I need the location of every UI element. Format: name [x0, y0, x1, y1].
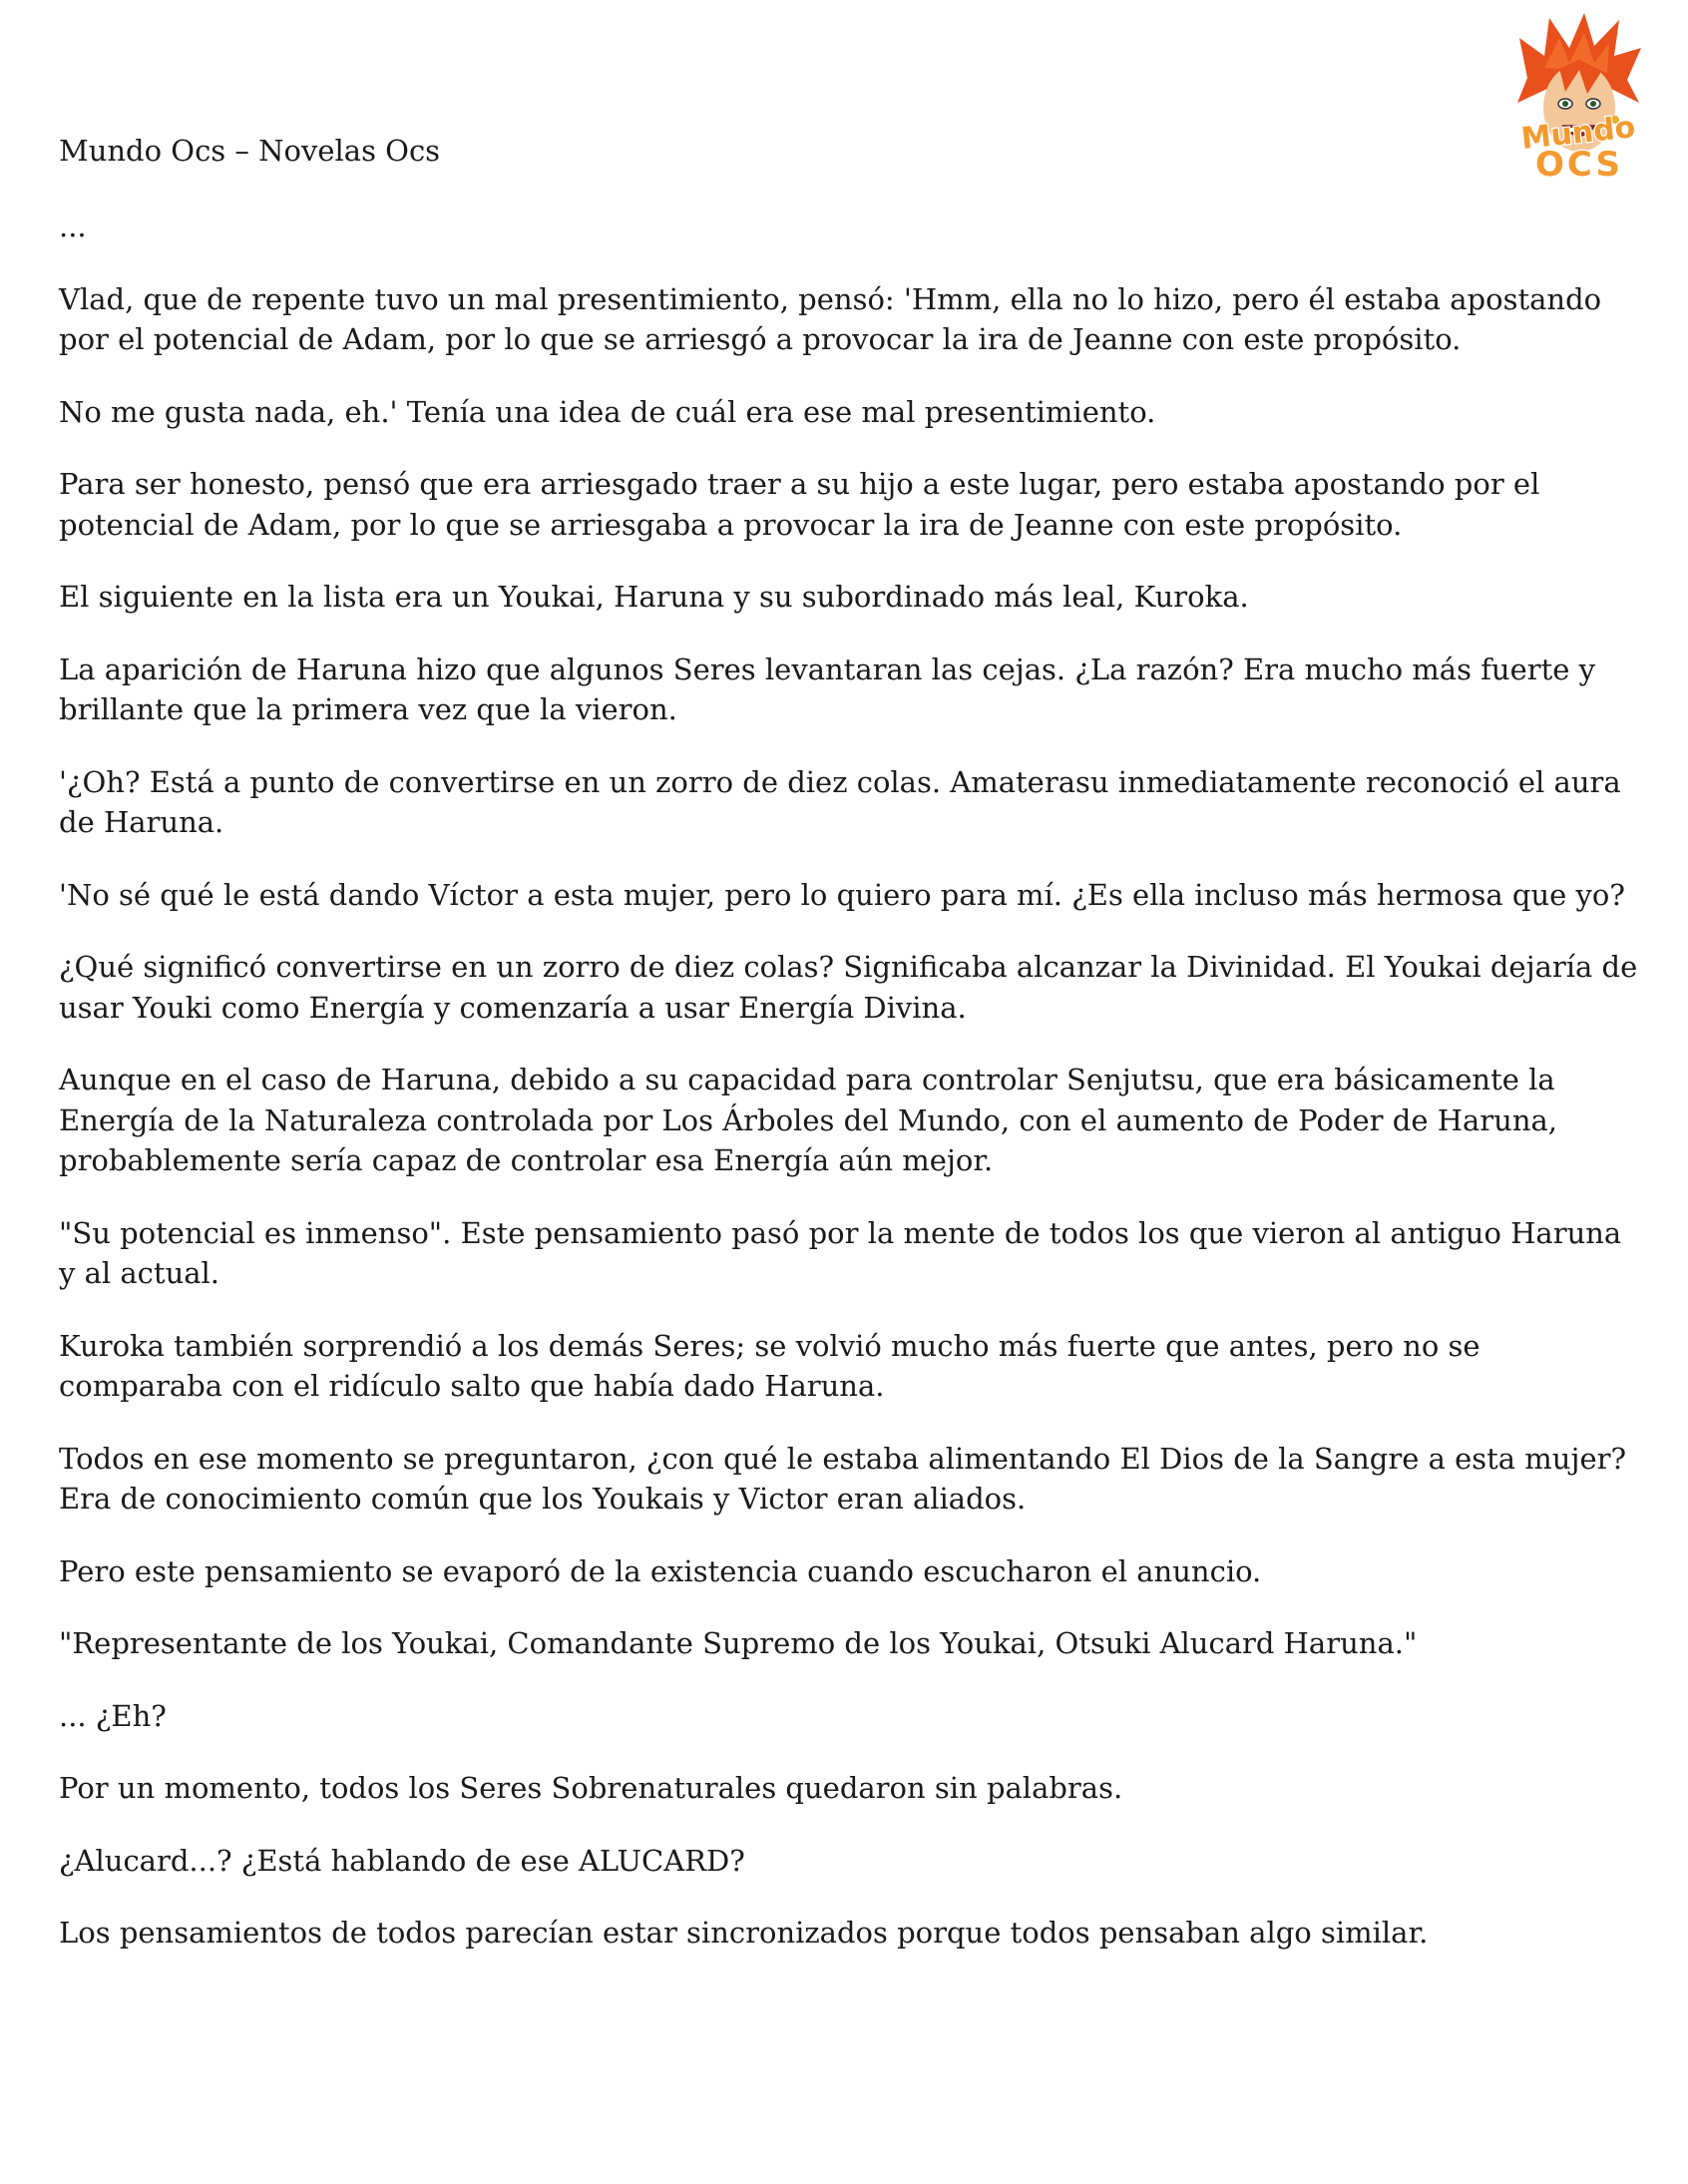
- paragraph: La aparición de Haruna hizo que algunos Seres levantaran las cejas. ¿La razón? Era mucho más fuerte y brillante que la primera vez que la vieron.: [59, 652, 1596, 726]
- paragraph: Los pensamientos de todos parecían estar sincronizados porque todos pensaban algo similar.: [59, 1916, 1429, 1950]
- paragraph: Kuroka también sorprendió a los demás Seres; se volvió mucho más fuerte que antes, pero no se comparaba con el ridículo salto que había dado Haruna.: [59, 1328, 1480, 1403]
- paragraph: Pero este pensamiento se evaporó de la existencia cuando escucharon el anuncio.: [59, 1553, 1262, 1588]
- paragraph: Todos en ese momento se preguntaron, ¿con qué le estaba alimentando El Dios de la Sangre a esta mujer? Era de conocimiento común que los Youkais y Victor eran aliados.: [59, 1441, 1627, 1516]
- logo-text-line2: OCS: [1535, 145, 1623, 185]
- paragraph: ...: [59, 210, 87, 243]
- mundo-ocs-logo-icon: [1489, 8, 1669, 188]
- paragraph: "Representante de los Youkai, Comandante Supremo de los Youkai, Otsuki Alucard Haruna.": [59, 1626, 1418, 1660]
- paragraph: "Su potencial es inmenso". Este pensamiento pasó por la mente de todos los que vieron al antiguo Haruna y al actual.: [59, 1215, 1622, 1290]
- logo-text-line1: Mundo: [1519, 110, 1637, 157]
- paragraph: Para ser honesto, pensó que era arriesgado traer a su hijo a este lugar, pero estaba apostando por el potencial de Adam, por lo que se arriesgaba a provocar la ira de Jeanne con este propósito.: [59, 467, 1540, 542]
- paragraph: Por un momento, todos los Seres Sobrenaturales quedaron sin palabras.: [59, 1771, 1123, 1805]
- paragraph: '¿Oh? Está a punto de convertirse en un zorro de diez colas. Amaterasu inmediatamente reconoció el aura de Haruna.: [59, 764, 1621, 839]
- page-header-title: Mundo Ocs – Novelas Ocs: [59, 134, 441, 168]
- paragraph: ... ¿Eh?: [59, 1698, 167, 1733]
- paragraph: Aunque en el caso de Haruna, debido a su capacidad para controlar Senjutsu, que era básicamente la Energía de la Naturaleza controlada por Los Árboles del Mundo, con el aumento de Poder de Haruna, probablemente sería capaz de controlar esa Energía aún mejor.: [59, 1063, 1558, 1177]
- document-body: [59, 207, 1645, 1985]
- paragraph: 'No sé qué le está dando Víctor a esta mujer, pero lo quiero para mí. ¿Es ella incluso más hermosa que yo?: [59, 877, 1625, 912]
- paragraph: ¿Qué significó convertirse en un zorro de diez colas? Significaba alcanzar la Divinidad. El Youkai dejaría de usar Youki como Energía y comenzaría a usar Energía Divina.: [59, 950, 1638, 1025]
- paragraph: El siguiente en la lista era un Youkai, Haruna y su subordinado más leal, Kuroka.: [59, 580, 1249, 614]
- paragraph: No me gusta nada, eh.' Tenía una idea de cuál era ese mal presentimiento.: [59, 394, 1156, 429]
- paragraph: ¿Alucard...? ¿Está hablando de ese ALUCARD?: [59, 1843, 745, 1878]
- paragraph: Vlad, que de repente tuvo un mal presentimiento, pensó: 'Hmm, ella no lo hizo, pero él estaba apostando por el potencial de Adam, por lo que se arriesgó a provocar la ira de Jeanne con este propósito.: [59, 281, 1602, 356]
